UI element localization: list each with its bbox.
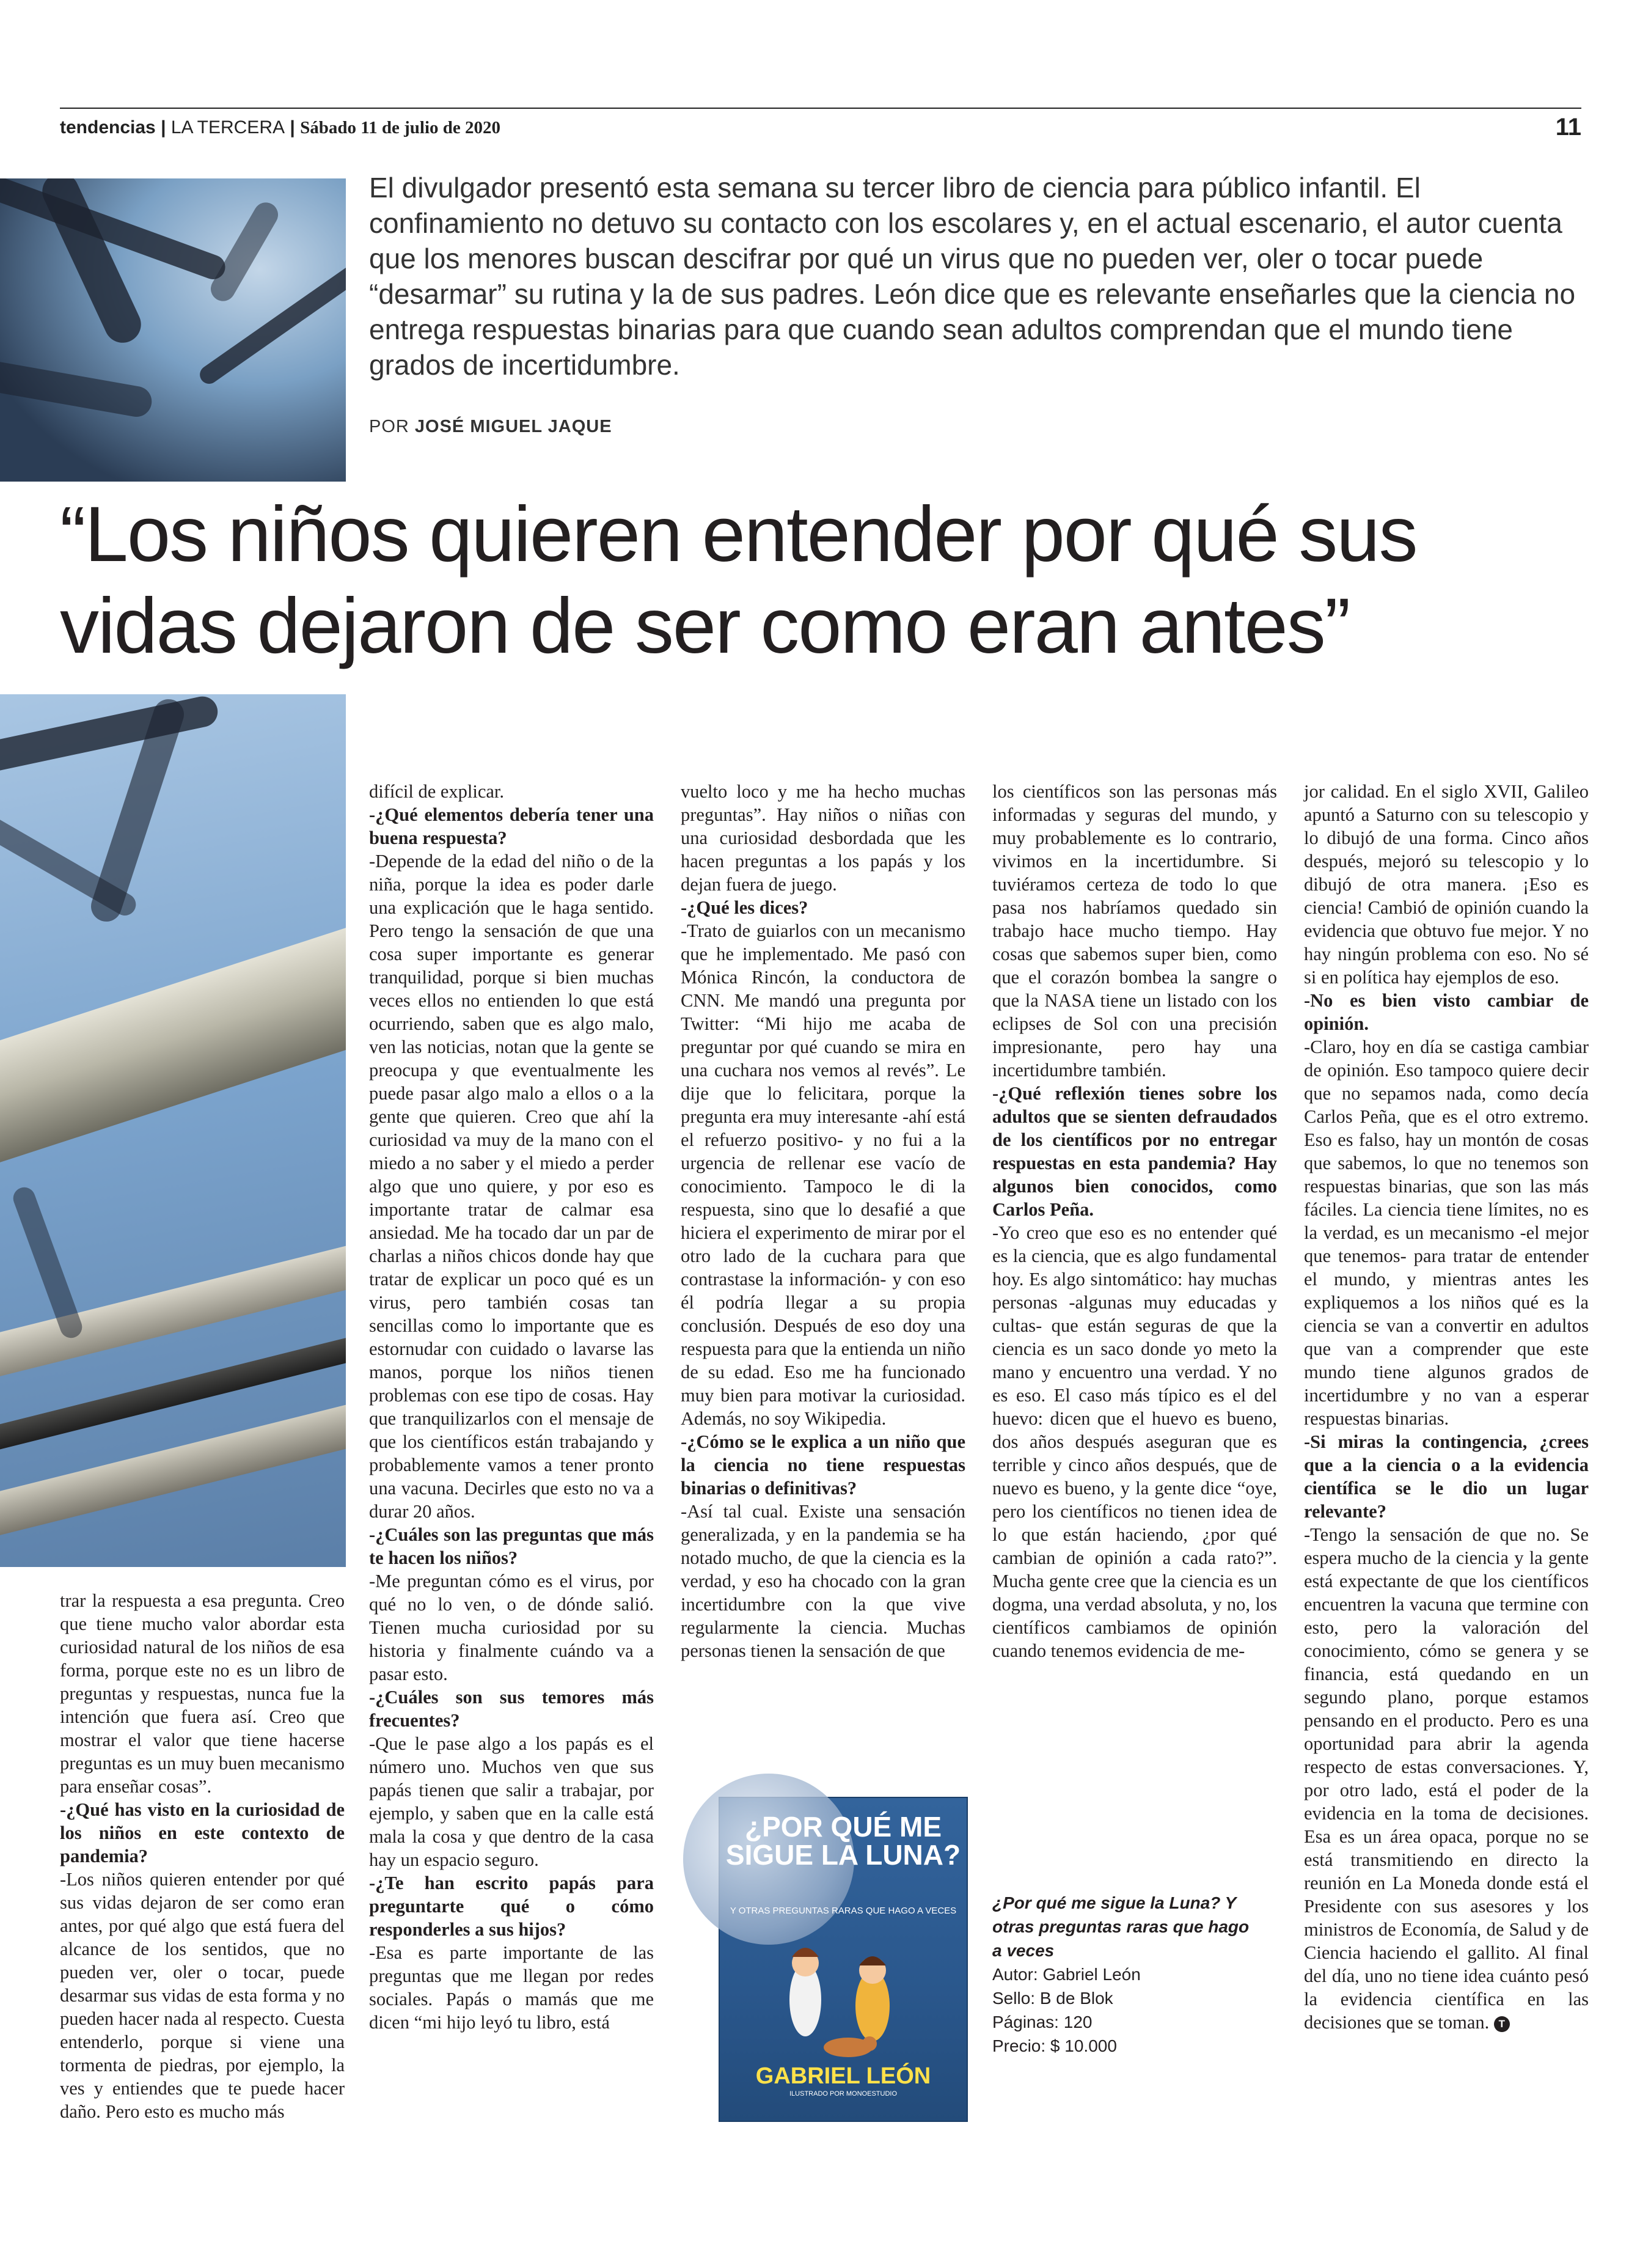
photo-top-branches [0, 178, 346, 482]
headline: “Los niños quieren entender por qué sus vidas dejaron de ser como eran antes” [60, 491, 1417, 670]
column-1 [60, 1589, 345, 2123]
paragraph: -Me preguntan cómo es el virus, por qué no lo ven, o de dónde salió. Tienen mucha curiosidad por su historia y finalmente cuándo va a pasar esto. [369, 1571, 654, 1684]
page-number: 11 [1555, 114, 1581, 141]
article-intro: El divulgador presentó esta semana su tercer libro de ciencia para público infantil. El confinamiento no detuvo su contacto con los escolares y, en el actual escenario, el autor cuenta que los menores buscan descifrar por qué un virus que no pueden ver, oler o tocar puede “desarmar” su rutina y la de sus padres. León dice que es relevante enseñarles que la ciencia no entrega respuestas binarias para que cuando sean adultos comprendan que el mundo tiene grados de incertidumbre. [369, 172, 1576, 381]
paragraph: -Que le pase algo a los papás es el número uno. Muchos ven que sus papás tienen que salir a trabajar, por ejemplo, y saben que en la calle está mala la cosa y que dentro de la casa hay un espacio seguro. [369, 1733, 654, 1870]
paragraph: -Depende de la edad del niño o de la niña, porque la idea es poder darle una explicación que le haga sentido. Pero tengo la sensación de que una cosa super importante es generar tranquilidad, porque si bien muchas veces ellos no entienden lo que está ocurriendo, saben que es algo malo, ven las noticias, notan que la gente se preocupa y que eventualmente les puede pasar algo malo a ellos o a la gente que quieren. Creo que ahí la curiosidad va muy de la mano con el miedo a no saber y el miedo a perder algo que uno quiere, y por eso es importante tratar de calmar esa ansiedad. Me ha tocado dar un par de charlas a niños chicos donde hay que tratar de explicar un poco qué es un virus, pero también cosas tan sencillas como lo importante que es estornudar con cuidado o lavarse las manos, porque los niños tienen problemas con ese tipo de cosas. Hay que tranquilizarlos con el mensaje de que los científicos están trabajando y probablemente vamos a tener pronto una vacuna. Decirles que esto no va a durar 20 años. [369, 851, 654, 1522]
paragraph-text: -Tengo la sensación de que no. Se espera mucho de la ciencia y la gente está expectante de que los científicos encuentren la vacuna que termine con esto, pero la valoración del conocimiento, cómo se genera y se financia, está quedando en un segundo plano, porque estamos pensando en el producto. Pero es una oportunidad para abrir la agenda respecto de estas conversaciones. Y, por otro lado, está el poder de la evidencia en la toma de decisiones. Esa es un área opaca, porque no se está transmitiendo en directo la reunión en La Moneda donde está el Presidente con sus asesores y los ministros de Economía, de Salud y de Ciencia haciendo el gallito. Al final del día, uno no tiene idea cuánto pesó la evidencia científica en las decisiones que se toman. [1304, 1524, 1589, 2033]
question: -¿Qué les dices? [681, 897, 808, 918]
question: -¿Cuáles son sus temores más frecuentes? [369, 1687, 654, 1731]
header-rule [60, 108, 1581, 109]
caption-author: Autor: Gabriel León [992, 1965, 1141, 1984]
page-header [60, 108, 1581, 144]
paragraph: -Claro, hoy en día se castiga cambiar de opinión. Eso tampoco quiere decir que no sepamos nada, como decía Carlos Peña, que es el otro extremo. Eso es falso, hay un montón de cosas que sabemos, lo que no tenemos son respuestas binarias, que son las más fáciles. La ciencia tiene límites, no es la verdad, es un mecanismo -el mejor que tenemos- para tratar de entender el mundo, y mientras antes les expliquemos a los niños qué es la ciencia se van a convertir en adultos que van a comprender que este mundo tiene algunos grados de incertidumbre y no van a esperar respuestas binarias. [1304, 1037, 1589, 1429]
paragraph: -Trato de guiarlos con un mecanismo que he implementado. Me pasó con Mónica Rincón, la conductora de CNN. Me mandó una pregunta por Twitter: “Mi hijo me acaba de preguntar por qué cuando se mira en una cuchara nos vemos al revés”. Le dije que lo felicitara, porque la pregunta era muy interesante -ahí está el refuerzo positivo- y no fui a la urgencia de rellenar ese vacío de conocimiento. Tampoco le di la respuesta, sino que lo desafié a que hiciera el experimento de mirar por el otro lado de la cuchara para que contrastase la información- y con eso él podría llegar a su propia conclusión. Después de eso doy una respuesta para que la entienda un niño de su edad. Eso me ha funcionado muy bien para motivar la curiosidad. Además, no soy Wikipedia. [681, 920, 965, 1429]
question: -¿Qué elementos debería tener una buena respuesta? [369, 804, 654, 848]
paragraph: los científicos son las personas más informadas y seguras del mundo, y muy probablemente es lo contrario, vivimos en la incertidumbre. Si tuviéramos certeza de todo lo que pasa nos habríamos quedado sin trabajo hace mucho tiempo. Hay cosas que sabemos super bien, como que el corazón bombea la sangre o que la NASA tiene un listado con los eclipses de Sol con una precisión impresionante, pero hay una incertidumbre también. [992, 781, 1277, 1081]
header-left: tendencias | LA TERCERA | Sábado 11 de julio de 2020 [60, 117, 501, 138]
byline-prefix: POR [369, 417, 409, 436]
paragraph: difícil de explicar. [369, 781, 505, 802]
paragraph: -Esa es parte importante de las preguntas que me llegan por redes sociales. Papás o mamás que me dicen “mi hijo leyó tu libro, está [369, 1942, 654, 2033]
paragraph: -Así tal cual. Existe una sensación generalizada, y en la pandemia se ha notado mucho, de que la ciencia es la verdad, y eso ha chocado con la gran incertidumbre con la que vive regularmente la ciencia. Muchas personas tienen la sensación de que [681, 1501, 965, 1661]
column-3 [681, 780, 965, 1662]
paragraph [1304, 1523, 1589, 2034]
byline [369, 417, 612, 437]
paragraph: vuelto loco y me ha hecho muchas preguntas”. Hay niños o niñas con una curiosidad desbordada que les hacen preguntas a los papás y los dejan fuera de juego. [681, 781, 965, 895]
caption-label: Sello: B de Blok [992, 1989, 1113, 2008]
caption-title: ¿Por qué me sigue la Luna? Y otras preguntas raras que hago a veces [992, 1893, 1250, 1960]
question: -¿Cómo se le explica a un niño que la ciencia no tiene respuestas binarias o definitivas? [681, 1431, 965, 1499]
caption-pages: Páginas: 120 [992, 2013, 1093, 2031]
issue-date: Sábado 11 de julio de 2020 [300, 118, 501, 138]
book-cover-credit: ILUSTRADO POR MONOESTUDIO [789, 2090, 898, 2097]
column-4 [992, 780, 1277, 1662]
book-cover-title: ¿POR QUÉ ME SIGUE LA LUNA? [725, 1811, 961, 1871]
question: -No es bien visto cambiar de opinión. [1304, 990, 1589, 1034]
paragraph: -Los niños quieren entender por qué sus vidas dejaron de ser como eran antes, por qué algo que está fuera del alcance de los sentidos, que no pueden ver, oler o tocar, puede desarmar sus vidas de esta forma y no pueden hacer nada al respecto. Cuesta entenderlo, porque si viene una tormenta de piedras, por ejemplo, la ves y entiendes que te puede hacer daño. Pero esto es mucho más [60, 1869, 345, 2122]
photo-main-railings [0, 694, 346, 1567]
section-name: tendencias [60, 117, 156, 138]
book-cover-image [719, 1797, 968, 2122]
paragraph: trar la respuesta a esa pregunta. Creo que tiene mucho valor abordar esta curiosidad natural de los niños de esa forma, porque este no es un libro de preguntas y respuestas, nunca fue la intención que fuera así. Creo que mostrar el valor que tiene hacerse preguntas es un muy buen mecanismo para enseñar cosas”. [60, 1590, 345, 1797]
column-2 [369, 780, 654, 2034]
end-of-article-icon: T [1494, 2016, 1510, 2032]
question: -¿Qué reflexión tienes sobre los adultos que se sienten defraudados de los científicos por no entregar respuestas en esta pandemia? Hay algunos bien conocidos, como Carlos Peña. [992, 1083, 1277, 1220]
publication-name: LA TERCERA [170, 117, 285, 138]
book-cover-author: GABRIEL LEÓN [755, 2063, 931, 2089]
book-cover-subtitle: Y OTRAS PREGUNTAS RARAS QUE HAGO A VECES [730, 1906, 957, 1916]
caption-price: Precio: $ 10.000 [992, 2036, 1117, 2055]
question: -Si miras la contingencia, ¿crees que a la ciencia o a la evidencia científica se le dio un lugar relevante? [1304, 1431, 1589, 1522]
byline-author: JOSÉ MIGUEL JAQUE [414, 417, 612, 436]
column-5 [1304, 780, 1589, 2034]
question: -¿Te han escrito papás para preguntarte qué o cómo responderles a sus hijos? [369, 1873, 654, 1940]
cover-illustration-icon [763, 1939, 921, 2061]
question: -¿Cuáles son las preguntas que más te hacen los niños? [369, 1524, 654, 1568]
question: -¿Qué has visto en la curiosidad de los niños en este contexto de pandemia? [60, 1799, 345, 1866]
book-caption [992, 1891, 1261, 2058]
paragraph: jor calidad. En el siglo XVII, Galileo apuntó a Saturno con su telescopio y lo dibujó de una forma. Cinco años después, mejoró su telescopio y lo dibujó de otra manera. ¡Eso es ciencia! Cambió de opinión cuando la evidencia que obtuvo fue mejor. Y no hay ningún problema con eso. No sé si en política hay ejemplos de eso. [1304, 781, 1589, 988]
paragraph: -Yo creo que eso es no entender qué es la ciencia, que es algo fundamental hoy. Es algo sintomático: hay muchas personas -algunas muy educadas y cultas- que están seguras de que la ciencia es un saco donde yo meto la mano y encuentro una verdad. Y no es eso. El caso más típico es el del huevo: dicen que el huevo es bueno, dos años después aseguran que es terrible y cinco años después, que de nuevo es bueno, y la gente dice “oye, pero los científicos no tienen idea de lo que están haciendo, ¿por qué cambian de opinión a cada rato?”. Mucha gente cree que la ciencia es un dogma, una verdad absoluta, y no, los científicos cambiamos de opinión cuando tenemos evidencia de me- [992, 1222, 1277, 1661]
